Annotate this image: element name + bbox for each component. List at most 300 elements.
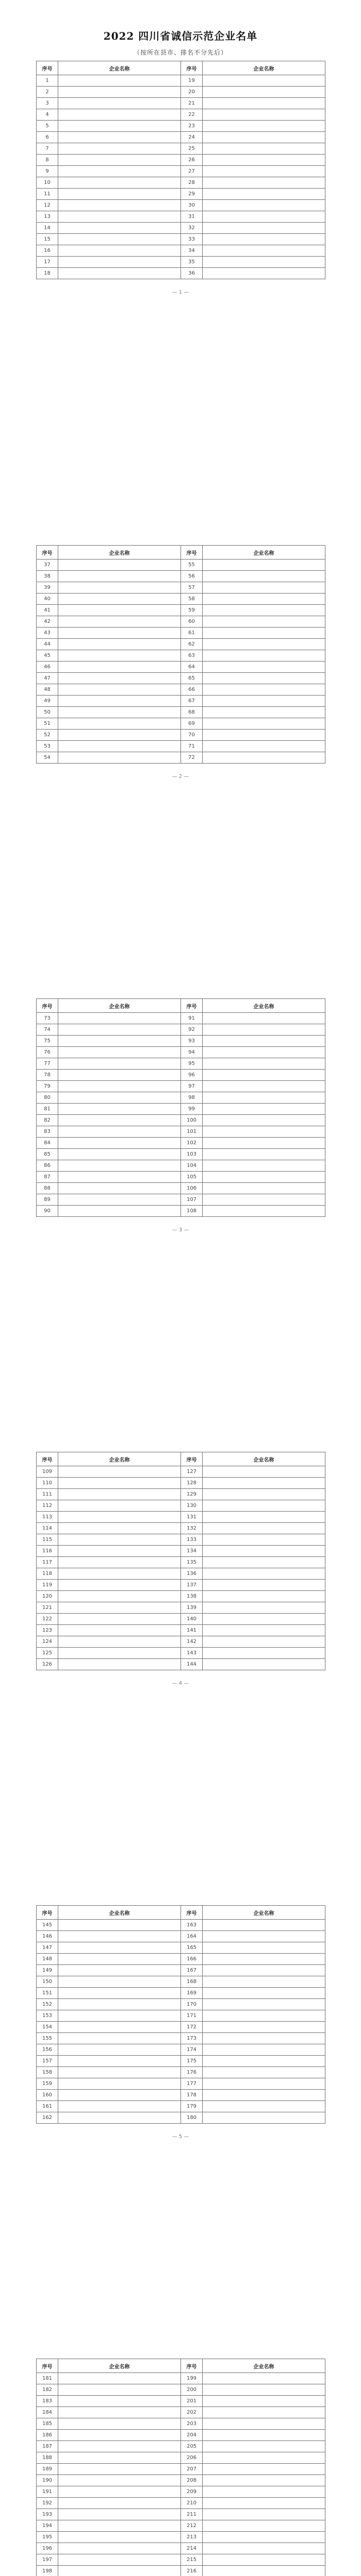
company-name bbox=[203, 121, 325, 132]
row-number: 150 bbox=[37, 1976, 58, 1988]
row-number: 101 bbox=[181, 1126, 203, 1138]
company-name bbox=[58, 189, 181, 200]
row-number: 56 bbox=[181, 571, 203, 582]
company-name bbox=[58, 616, 181, 628]
table-row bbox=[37, 2090, 325, 2101]
row-number: 153 bbox=[37, 2010, 58, 2022]
company-name bbox=[58, 1160, 181, 1172]
company-name bbox=[203, 2509, 325, 2520]
table-row bbox=[37, 1489, 325, 1500]
company-name bbox=[203, 1648, 325, 1659]
company-name bbox=[203, 2532, 325, 2543]
row-number: 83 bbox=[37, 1126, 58, 1138]
company-name bbox=[58, 1568, 181, 1580]
company-name bbox=[203, 1115, 325, 1126]
company-name bbox=[203, 2498, 325, 2509]
row-number: 184 bbox=[37, 2407, 58, 2418]
row-number: 30 bbox=[181, 200, 203, 211]
company-name bbox=[58, 1999, 181, 2010]
row-number: 201 bbox=[181, 2396, 203, 2407]
row-number: 45 bbox=[37, 650, 58, 662]
row-number: 110 bbox=[37, 1478, 58, 1489]
row-number: 9 bbox=[37, 166, 58, 177]
row-number: 171 bbox=[181, 2010, 203, 2022]
company-name bbox=[58, 1931, 181, 1942]
table-row bbox=[37, 109, 325, 121]
page-title: 2022 四川省诚信示范企业名单 bbox=[103, 30, 258, 42]
row-number: 154 bbox=[37, 2022, 58, 2033]
company-name bbox=[203, 741, 325, 752]
row-number: 76 bbox=[37, 1047, 58, 1058]
column-header-number: 序号 bbox=[181, 61, 203, 75]
row-number: 124 bbox=[37, 1636, 58, 1648]
company-name bbox=[58, 628, 181, 639]
table-row bbox=[37, 752, 325, 764]
row-number: 87 bbox=[37, 1172, 58, 1183]
row-number: 28 bbox=[181, 177, 203, 189]
company-name bbox=[203, 2396, 325, 2407]
company-name bbox=[203, 1625, 325, 1636]
table-row bbox=[37, 707, 325, 718]
page-number: — 4 — bbox=[172, 1681, 189, 1686]
company-name bbox=[203, 571, 325, 582]
company-name bbox=[203, 730, 325, 741]
table-row bbox=[37, 1115, 325, 1126]
row-number: 74 bbox=[37, 1024, 58, 1036]
table-row bbox=[37, 177, 325, 189]
table-row bbox=[37, 684, 325, 696]
row-number: 92 bbox=[181, 1024, 203, 1036]
table-row bbox=[37, 1466, 325, 1478]
row-number: 139 bbox=[181, 1602, 203, 1614]
company-name bbox=[58, 1557, 181, 1568]
company-name bbox=[203, 1942, 325, 1954]
table-row bbox=[37, 2566, 325, 2576]
column-header-name: 企业名称 bbox=[58, 546, 181, 560]
table-row bbox=[37, 1568, 325, 1580]
row-number: 134 bbox=[181, 1546, 203, 1557]
row-number: 197 bbox=[37, 2554, 58, 2566]
row-number: 82 bbox=[37, 1115, 58, 1126]
row-number: 79 bbox=[37, 1081, 58, 1092]
table-row bbox=[37, 1126, 325, 1138]
table-row bbox=[37, 730, 325, 741]
company-name bbox=[58, 707, 181, 718]
company-name bbox=[58, 2430, 181, 2441]
company-name bbox=[203, 245, 325, 257]
row-number: 199 bbox=[181, 2373, 203, 2384]
company-name bbox=[203, 257, 325, 268]
company-name bbox=[203, 2554, 325, 2566]
company-name bbox=[203, 1512, 325, 1523]
company-name bbox=[58, 1478, 181, 1489]
table-row bbox=[37, 1636, 325, 1648]
table-row bbox=[37, 2418, 325, 2430]
company-name bbox=[203, 2044, 325, 2056]
table-row bbox=[37, 2033, 325, 2044]
table-row bbox=[37, 2441, 325, 2452]
table-row bbox=[37, 121, 325, 132]
table-row bbox=[37, 2373, 325, 2384]
company-name bbox=[203, 673, 325, 684]
company-name bbox=[58, 1024, 181, 1036]
row-number: 59 bbox=[181, 605, 203, 616]
company-name bbox=[203, 1047, 325, 1058]
company-name bbox=[203, 2475, 325, 2486]
table-row bbox=[37, 1081, 325, 1092]
table-row bbox=[37, 1149, 325, 1160]
row-number: 198 bbox=[37, 2566, 58, 2576]
table-row bbox=[37, 1591, 325, 1602]
company-name bbox=[58, 1648, 181, 1659]
row-number: 90 bbox=[37, 1206, 58, 1217]
company-name bbox=[203, 1500, 325, 1512]
row-number: 27 bbox=[181, 166, 203, 177]
row-number: 69 bbox=[181, 718, 203, 730]
column-header-number: 序号 bbox=[37, 61, 58, 75]
row-number: 103 bbox=[181, 1149, 203, 1160]
row-number: 114 bbox=[37, 1523, 58, 1534]
company-name bbox=[58, 718, 181, 730]
row-number: 73 bbox=[37, 1013, 58, 1024]
company-name bbox=[203, 718, 325, 730]
company-name bbox=[203, 234, 325, 245]
company-name bbox=[58, 639, 181, 650]
company-name bbox=[203, 2464, 325, 2475]
company-name bbox=[58, 696, 181, 707]
company-table-block bbox=[36, 61, 325, 279]
company-name bbox=[203, 2486, 325, 2498]
company-name bbox=[203, 2373, 325, 2384]
row-number: 140 bbox=[181, 1614, 203, 1625]
company-name bbox=[58, 1036, 181, 1047]
company-table bbox=[36, 545, 325, 764]
row-number: 107 bbox=[181, 1194, 203, 1206]
company-name bbox=[203, 1659, 325, 1670]
company-name bbox=[58, 1954, 181, 1965]
row-number: 88 bbox=[37, 1183, 58, 1194]
company-name bbox=[203, 2543, 325, 2554]
row-number: 21 bbox=[181, 98, 203, 109]
row-number: 24 bbox=[181, 132, 203, 143]
company-name bbox=[203, 1931, 325, 1942]
table-row bbox=[37, 1976, 325, 1988]
table-row bbox=[37, 1036, 325, 1047]
company-name bbox=[203, 1920, 325, 1931]
table-row bbox=[37, 1999, 325, 2010]
table-row bbox=[37, 1024, 325, 1036]
row-number: 48 bbox=[37, 684, 58, 696]
row-number: 98 bbox=[181, 1092, 203, 1104]
row-number: 126 bbox=[37, 1659, 58, 1670]
row-number: 145 bbox=[37, 1920, 58, 1931]
company-name bbox=[203, 2112, 325, 2124]
row-number: 172 bbox=[181, 2022, 203, 2033]
table-row bbox=[37, 2498, 325, 2509]
table-row bbox=[37, 1523, 325, 1534]
table-row bbox=[37, 1104, 325, 1115]
column-header-name: 企业名称 bbox=[203, 999, 325, 1013]
row-number: 44 bbox=[37, 639, 58, 650]
company-name bbox=[203, 177, 325, 189]
table-row bbox=[37, 1206, 325, 1217]
row-number: 202 bbox=[181, 2407, 203, 2418]
company-name bbox=[58, 1988, 181, 1999]
company-table-block bbox=[36, 545, 325, 764]
table-row bbox=[37, 2452, 325, 2464]
company-name bbox=[58, 2078, 181, 2090]
row-number: 109 bbox=[37, 1466, 58, 1478]
row-number: 122 bbox=[37, 1614, 58, 1625]
company-name bbox=[58, 1976, 181, 1988]
row-number: 34 bbox=[181, 245, 203, 257]
row-number: 58 bbox=[181, 594, 203, 605]
company-name bbox=[58, 1013, 181, 1024]
company-name bbox=[58, 1920, 181, 1931]
row-number: 166 bbox=[181, 1954, 203, 1965]
table-header-row bbox=[37, 1906, 325, 1920]
row-number: 189 bbox=[37, 2464, 58, 2475]
table-row bbox=[37, 155, 325, 166]
row-number: 64 bbox=[181, 662, 203, 673]
company-table bbox=[36, 998, 325, 1217]
table-row bbox=[37, 1070, 325, 1081]
row-number: 60 bbox=[181, 616, 203, 628]
table-row bbox=[37, 2044, 325, 2056]
table-row bbox=[37, 1625, 325, 1636]
row-number: 99 bbox=[181, 1104, 203, 1115]
company-table-block bbox=[36, 1905, 325, 2124]
table-row bbox=[37, 1988, 325, 1999]
row-number: 19 bbox=[181, 75, 203, 87]
row-number: 179 bbox=[181, 2101, 203, 2112]
table-row bbox=[37, 1648, 325, 1659]
row-number: 96 bbox=[181, 1070, 203, 1081]
company-name bbox=[58, 211, 181, 223]
row-number: 47 bbox=[37, 673, 58, 684]
table-row bbox=[37, 1013, 325, 1024]
column-header-number: 序号 bbox=[37, 999, 58, 1013]
row-number: 8 bbox=[37, 155, 58, 166]
table-row bbox=[37, 571, 325, 582]
company-name bbox=[203, 650, 325, 662]
company-name bbox=[58, 730, 181, 741]
table-row bbox=[37, 741, 325, 752]
company-name bbox=[58, 560, 181, 571]
row-number: 18 bbox=[37, 268, 58, 279]
table-header-row bbox=[37, 61, 325, 75]
company-name bbox=[203, 1523, 325, 1534]
row-number: 212 bbox=[181, 2520, 203, 2532]
company-name bbox=[58, 143, 181, 155]
company-name bbox=[203, 616, 325, 628]
row-number: 206 bbox=[181, 2452, 203, 2464]
table-row bbox=[37, 245, 325, 257]
row-number: 148 bbox=[37, 1954, 58, 1965]
column-header-name: 企业名称 bbox=[58, 999, 181, 1013]
row-number: 203 bbox=[181, 2418, 203, 2430]
company-name bbox=[203, 143, 325, 155]
table-row bbox=[37, 2486, 325, 2498]
table-row bbox=[37, 1602, 325, 1614]
row-number: 112 bbox=[37, 1500, 58, 1512]
table-row bbox=[37, 2430, 325, 2441]
table-row bbox=[37, 2112, 325, 2124]
company-name bbox=[58, 2554, 181, 2566]
row-number: 165 bbox=[181, 1942, 203, 1954]
table-row bbox=[37, 628, 325, 639]
row-number: 37 bbox=[37, 560, 58, 571]
table-row bbox=[37, 2407, 325, 2418]
company-table-block bbox=[36, 1452, 325, 1670]
company-name bbox=[203, 2566, 325, 2576]
row-number: 40 bbox=[37, 594, 58, 605]
company-name bbox=[203, 752, 325, 764]
company-name bbox=[58, 132, 181, 143]
row-number: 91 bbox=[181, 1013, 203, 1024]
table-row bbox=[37, 257, 325, 268]
company-table bbox=[36, 2359, 325, 2576]
row-number: 191 bbox=[37, 2486, 58, 2498]
company-name bbox=[58, 268, 181, 279]
table-row bbox=[37, 616, 325, 628]
company-name bbox=[203, 2407, 325, 2418]
company-name bbox=[58, 1591, 181, 1602]
company-name bbox=[203, 1976, 325, 1988]
column-header-name: 企业名称 bbox=[58, 61, 181, 75]
row-number: 68 bbox=[181, 707, 203, 718]
row-number: 16 bbox=[37, 245, 58, 257]
company-name bbox=[203, 2033, 325, 2044]
table-row bbox=[37, 2022, 325, 2033]
row-number: 75 bbox=[37, 1036, 58, 1047]
row-number: 180 bbox=[181, 2112, 203, 2124]
company-name bbox=[58, 1081, 181, 1092]
company-name bbox=[58, 2101, 181, 2112]
company-name bbox=[58, 741, 181, 752]
row-number: 67 bbox=[181, 696, 203, 707]
table-row bbox=[37, 2010, 325, 2022]
table-row bbox=[37, 2554, 325, 2566]
company-name bbox=[58, 223, 181, 234]
row-number: 118 bbox=[37, 1568, 58, 1580]
company-name bbox=[58, 1092, 181, 1104]
row-number: 147 bbox=[37, 1942, 58, 1954]
company-name bbox=[58, 2022, 181, 2033]
row-number: 123 bbox=[37, 1625, 58, 1636]
company-name bbox=[203, 223, 325, 234]
table-row bbox=[37, 2532, 325, 2543]
column-header-name: 企业名称 bbox=[58, 2359, 181, 2373]
company-name bbox=[58, 1183, 181, 1194]
row-number: 10 bbox=[37, 177, 58, 189]
company-name bbox=[58, 2010, 181, 2022]
company-name bbox=[58, 605, 181, 616]
row-number: 136 bbox=[181, 1568, 203, 1580]
table-row bbox=[37, 1172, 325, 1183]
row-number: 17 bbox=[37, 257, 58, 268]
table-row bbox=[37, 1954, 325, 1965]
company-name bbox=[58, 2566, 181, 2576]
column-header-number: 序号 bbox=[181, 546, 203, 560]
company-name bbox=[203, 2452, 325, 2464]
row-number: 80 bbox=[37, 1092, 58, 1104]
page-subtitle: （按所在县市、排名不分先后） bbox=[133, 49, 227, 56]
company-name bbox=[203, 1092, 325, 1104]
row-number: 129 bbox=[181, 1489, 203, 1500]
company-name bbox=[58, 2112, 181, 2124]
table-row bbox=[37, 211, 325, 223]
company-name bbox=[203, 605, 325, 616]
row-number: 176 bbox=[181, 2067, 203, 2078]
table-row bbox=[37, 1965, 325, 1976]
row-number: 183 bbox=[37, 2396, 58, 2407]
company-name bbox=[203, 662, 325, 673]
company-name bbox=[58, 109, 181, 121]
row-number: 131 bbox=[181, 1512, 203, 1523]
company-name bbox=[203, 1104, 325, 1115]
table-row bbox=[37, 2056, 325, 2067]
company-name bbox=[58, 1614, 181, 1625]
company-name bbox=[203, 1070, 325, 1081]
row-number: 50 bbox=[37, 707, 58, 718]
row-number: 135 bbox=[181, 1557, 203, 1568]
company-name bbox=[58, 1965, 181, 1976]
row-number: 143 bbox=[181, 1648, 203, 1659]
company-table bbox=[36, 1452, 325, 1670]
row-number: 194 bbox=[37, 2520, 58, 2532]
company-name bbox=[58, 1659, 181, 1670]
table-row bbox=[37, 673, 325, 684]
table-row bbox=[37, 1580, 325, 1591]
company-name bbox=[58, 2067, 181, 2078]
column-header-name: 企业名称 bbox=[58, 1906, 181, 1920]
company-name bbox=[58, 2543, 181, 2554]
table-row bbox=[37, 1920, 325, 1931]
company-name bbox=[58, 2509, 181, 2520]
row-number: 43 bbox=[37, 628, 58, 639]
table-row bbox=[37, 2396, 325, 2407]
table-row bbox=[37, 560, 325, 571]
table-row bbox=[37, 75, 325, 87]
company-name bbox=[203, 1478, 325, 1489]
row-number: 168 bbox=[181, 1976, 203, 1988]
row-number: 66 bbox=[181, 684, 203, 696]
row-number: 170 bbox=[181, 1999, 203, 2010]
company-name bbox=[203, 1965, 325, 1976]
row-number: 55 bbox=[181, 560, 203, 571]
page-number: — 5 — bbox=[172, 2134, 189, 2140]
company-name bbox=[58, 594, 181, 605]
column-header-number: 序号 bbox=[37, 546, 58, 560]
company-name bbox=[203, 707, 325, 718]
row-number: 208 bbox=[181, 2475, 203, 2486]
column-header-number: 序号 bbox=[37, 2359, 58, 2373]
table-row bbox=[37, 234, 325, 245]
row-number: 36 bbox=[181, 268, 203, 279]
company-name bbox=[203, 1580, 325, 1591]
company-name bbox=[203, 1013, 325, 1024]
company-name bbox=[203, 1614, 325, 1625]
row-number: 119 bbox=[37, 1580, 58, 1591]
row-number: 195 bbox=[37, 2532, 58, 2543]
row-number: 169 bbox=[181, 1988, 203, 1999]
row-number: 62 bbox=[181, 639, 203, 650]
row-number: 15 bbox=[37, 234, 58, 245]
table-row bbox=[37, 2101, 325, 2112]
row-number: 204 bbox=[181, 2430, 203, 2441]
row-number: 159 bbox=[37, 2078, 58, 2090]
